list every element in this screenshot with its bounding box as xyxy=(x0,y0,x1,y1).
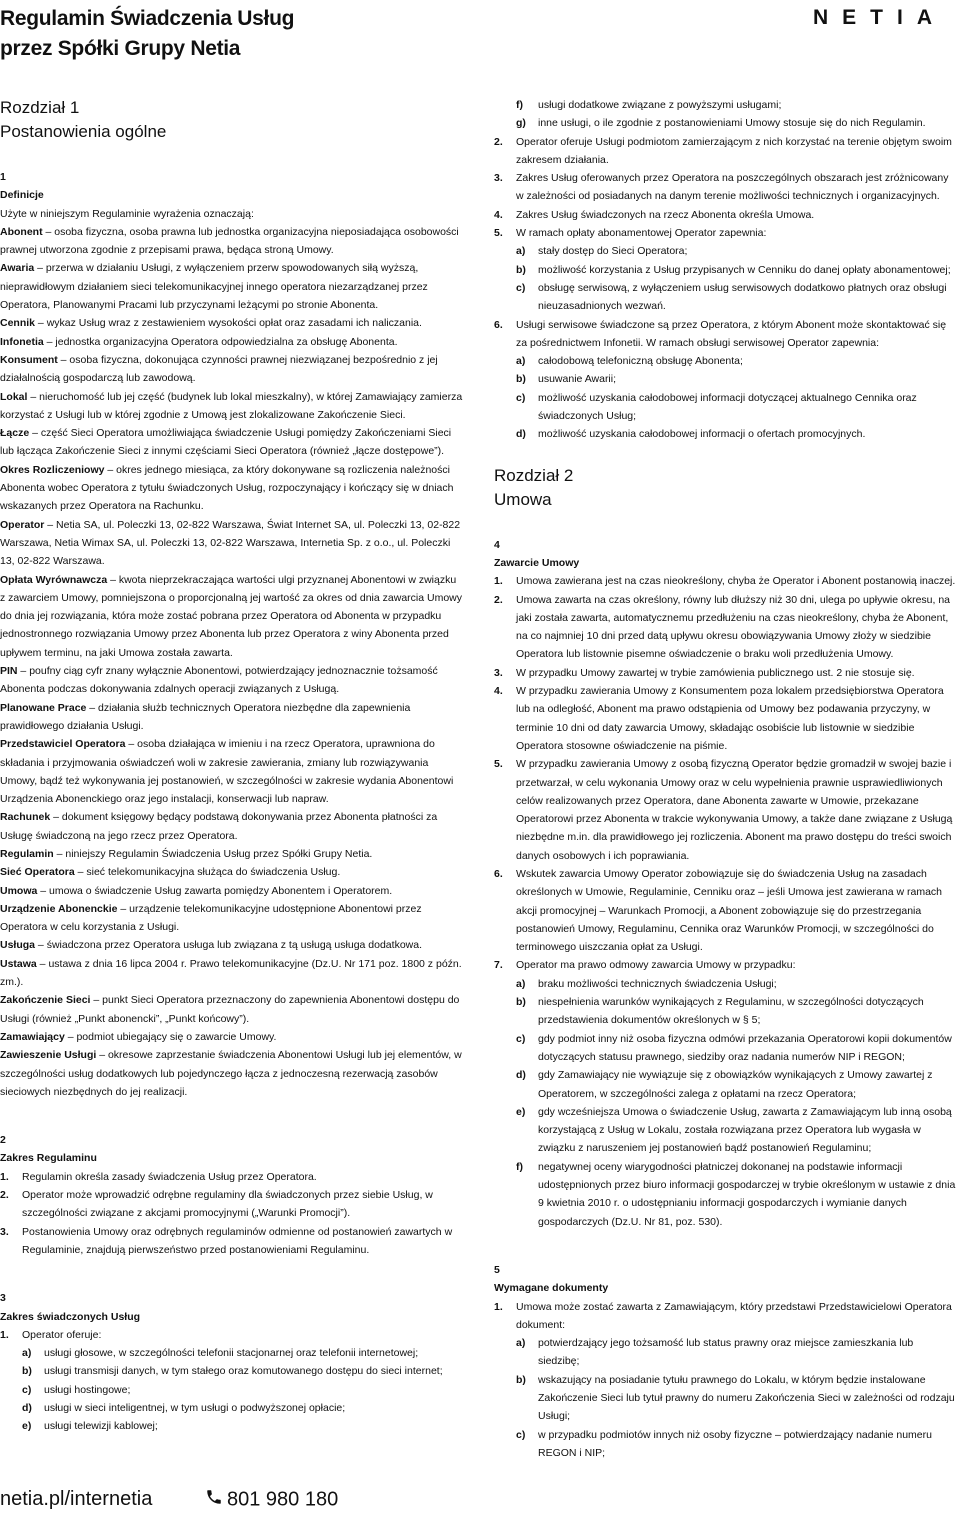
definition-item xyxy=(0,863,464,881)
definition-item xyxy=(0,662,464,699)
sub-item-letter: f) xyxy=(516,99,523,111)
sub-item-letter: c) xyxy=(516,391,526,404)
sub-list-item xyxy=(516,1426,956,1463)
item-text: Operator może wprowadzić odrębne regulaminy dla świadczonych przez siebie Usług, w szczególności związane z akcjami promocyjnymi („Warunki Promocji”). xyxy=(22,1189,433,1220)
definition-item xyxy=(0,516,464,571)
sub-list xyxy=(516,1334,956,1462)
sub-list xyxy=(516,96,956,133)
sub-item-letter: a) xyxy=(22,1347,32,1360)
numbered-list xyxy=(494,572,956,956)
chapter-label: Rozdział 1 xyxy=(0,98,80,117)
list-item xyxy=(0,1326,464,1344)
definition-item xyxy=(0,936,464,954)
item-number: 1. xyxy=(0,1328,9,1341)
item-text: W przypadku zawierania Umowy z Konsumentem poza lokalem przedsiębiorstwa Operatora lub na odległość, Abonent ma prawo odstąpienia od Umowy bez podawania przyczyny, w terminie 10 dni od daty zawarcia Umowy, składając osobiście lub listownie w siedzibie Operatora stosowne oświadczenie na piśmie. xyxy=(516,685,944,752)
item-text: stały dostęp do Sieci Operatora; xyxy=(538,245,688,258)
item-text: usługi w sieci inteligentnej, w tym usługi o podwyższonej opłacie; xyxy=(44,1402,346,1414)
sub-list-item xyxy=(516,1371,956,1426)
definition-item xyxy=(0,1028,464,1046)
definition-term: Infonetia xyxy=(0,335,44,348)
list-item xyxy=(494,224,956,242)
definition-term: Awaria xyxy=(0,262,35,275)
definition-text: – ustawa z dnia 16 lipca 2004 r. Prawo telekomunikacyjne (Dz.U. Nr 171 poz. 1800 z późn. zm.). xyxy=(0,957,462,989)
definition-item xyxy=(0,333,464,351)
item-text: Zakres Usług oferowanych przez Operatora na poszczególnych obszarach jest zróżnicowany w zależności od posiadanych na danym terenie możliwości technicznych i organizacyjnych. xyxy=(516,172,949,203)
item-number: 1. xyxy=(0,1170,9,1183)
chapter-label: Rozdział 2 xyxy=(494,465,574,485)
definition-text: – okres jednego miesiąca, za który dokonywane są rozliczenia należności Abonenta wobec Operatora z tytułu świadczonych Usług, rozpoczynający i kończący się w dniach wskazanych przez Operatora na Rachunku. xyxy=(0,463,454,513)
item-number: 1. xyxy=(494,575,503,588)
sub-list-item xyxy=(516,352,956,370)
item-number: 1. xyxy=(494,1300,503,1313)
item-text: usuwanie Awarii; xyxy=(538,373,617,386)
item-text: usługi hostingowe; xyxy=(44,1383,131,1396)
list-item xyxy=(494,316,956,353)
definition-item xyxy=(0,900,464,937)
sub-list xyxy=(22,1344,464,1435)
sub-list-item xyxy=(22,1417,464,1435)
list-item xyxy=(0,1168,464,1186)
definition-term: Operator xyxy=(0,518,45,531)
item-text: potwierdzający jego tożsamość lub status prawny oraz miejsce zamieszkania lub siedzibę; xyxy=(538,1337,914,1368)
definition-text: – osoba fizyczna, osoba prawna lub jednostka organizacyjna nieposiadająca osobowości prawnej utworzona zgodnie z przepisami prawa, będąca stroną Umowy. xyxy=(0,225,459,257)
list-item xyxy=(494,664,956,682)
phone-number: 801 980 180 xyxy=(227,1488,339,1511)
item-text: W ramach opłaty abonamentowej Operator zapewnia: xyxy=(516,227,767,240)
definition-text: – dokument księgowy będący podstawą dokonywania przez Abonenta płatności za Usługę świadczoną na jego rzecz przez Operatora. xyxy=(0,811,438,842)
sub-list xyxy=(516,975,956,1231)
sub-list-item xyxy=(516,1158,956,1231)
item-text: usługi dodatkowe związane z powyższymi usługami; xyxy=(538,99,782,111)
title-line-1: Regulamin Świadczenia Usług xyxy=(0,7,295,30)
definition-text: – kwota nieprzekraczająca wartości ulgi przyznanej Abonentowi w związku z zawarciem Umowy, pomniejszona o proporcjonalną jej wartość za okres od dnia zawarcia Umowy do dnia jej rozwiązania, która może zostać pobrana przez Operatora od Abonenta w przypadku jednostronnego rozwiązania Umowy przez Abonenta lub przez Operatora z winy Abonenta przed upływem terminu, na jaki Umowa została zawarta. xyxy=(0,573,462,659)
item-number: 3. xyxy=(0,1225,9,1238)
definition-item xyxy=(0,955,464,992)
definition-text: – okresowe zaprzestanie świadczenia Abonentowi Usługi lub jej elementów, w szczególności usług dodatkowych lub pojedynczego łącza z jednoczesną rezerwacją zasobów sieciowych niezbędnych do jej realizacji. xyxy=(0,1049,462,1098)
sub-item-letter: b) xyxy=(516,373,526,386)
item-text: gdy Zamawiający nie wywiązuje się z obowiązków wynikających z Umowy zawartej z Operatorem, w szczególności zalega z opłatami na rzecz Operatora; xyxy=(538,1069,933,1100)
list-item xyxy=(494,755,956,865)
sub-item-letter: b) xyxy=(516,263,526,276)
footer xyxy=(0,1488,960,1514)
definition-term: Usługa xyxy=(0,939,36,952)
sub-item-letter: a) xyxy=(516,1337,526,1350)
netia-logo: NETIA xyxy=(813,6,946,29)
item-text: Wskutek zawarcia Umowy Operator zobowiązuje się do świadczenia Usług na zasadach określonych w Umowie, Regulaminie, Cenniku oraz – jeśli Umowa jest zawierana w ramach akcji promocyjnej – Warunkach Promocji, a Abonent zobowiązuje się do przestrzegania postanowień Umowy, Regulaminu, Cennika oraz Warunków Promocji, w szczególności do terminowego uiszczania opłat za Usługi. xyxy=(516,867,943,954)
definition-term: Regulamin xyxy=(0,847,54,860)
definition-term: Cennik xyxy=(0,317,36,330)
sub-list-item xyxy=(22,1362,464,1380)
definition-text: – Netia SA, ul. Poleczki 13, 02-822 Warszawa, Świat Internet SA, ul. Poleczki 13, 02-822 Warszawa, Netia Wimax SA, ul. Poleczki 13, 02-822 Warszawa, Internetia Sp. z o.o., ul. Poleczki 13, 02-822 Warszawa. xyxy=(0,518,461,568)
section-title: Zawarcie Umowy xyxy=(494,556,580,569)
item-number: 2. xyxy=(0,1189,9,1202)
item-text: usługi transmisji danych, w tym stałego oraz komutowanego dostępu do sieci internet; xyxy=(44,1365,443,1378)
definition-term: Okres Rozliczeniowy xyxy=(0,463,105,476)
sub-item-letter: b) xyxy=(516,996,526,1009)
item-number: 3. xyxy=(494,172,503,185)
sub-item-letter: c) xyxy=(516,1032,526,1045)
definition-text: – niniejszy Regulamin Świadczenia Usług przez Spółki Grupy Netia. xyxy=(53,847,373,860)
sub-item-letter: a) xyxy=(516,977,526,990)
sub-list-item xyxy=(516,1103,956,1158)
definition-term: Łącze xyxy=(0,427,30,440)
definition-item xyxy=(0,882,464,900)
definition-text: – świadczona przez Operatora usługa lub związana z tą usługą usługa dodatkowa. xyxy=(35,939,422,952)
list-item xyxy=(494,1298,956,1335)
list-item xyxy=(494,591,956,664)
sub-item-letter: d) xyxy=(516,1069,526,1082)
definition-text: – wykaz Usług wraz z zestawieniem wysokości opłat oraz zasadami ich naliczania. xyxy=(35,317,422,330)
item-number: 2. xyxy=(494,135,503,148)
item-text: usługi głosowe, w szczególności telefonii stacjonarnej oraz telefonii internetowej; xyxy=(44,1347,419,1360)
item-text: możliwość korzystania z Usług przypisanych w Cenniku do danej opłaty abonamentowej; xyxy=(538,263,951,276)
section-intro: Użyte w niniejszym Regulaminie wyrażenia oznaczają: xyxy=(0,207,254,220)
list-item xyxy=(494,682,956,755)
definition-term: Ustawa xyxy=(0,957,37,970)
definition-text: – przerwa w działaniu Usługi, z wyłączeniem przerw spowodowanych siłą wyższą, nieprawidłowym działaniem sieci telekomunikacyjnej innego operatora niezarządzanej przez Operatora, Planowanymi Pracami lub przyczynami leżącymi po stronie Abonenta. xyxy=(0,262,428,312)
item-text: Operator ma prawo odmowy zawarcia Umowy w przypadku: xyxy=(516,959,796,972)
item-number: 4. xyxy=(494,685,503,698)
sub-item-letter: e) xyxy=(516,1105,526,1118)
item-number: 5. xyxy=(494,227,503,240)
definition-item xyxy=(0,314,464,332)
title-line-2: przez Spółki Grupy Netia xyxy=(0,37,241,60)
sub-list-item xyxy=(516,1334,956,1371)
item-text: Zakres Usług świadczonych na rzecz Abonenta określa Umowa. xyxy=(516,208,815,221)
item-number: 6. xyxy=(494,867,503,880)
item-text: całodobową telefoniczną obsługę Abonenta; xyxy=(538,355,743,368)
item-number: 5. xyxy=(494,758,503,771)
list-item xyxy=(494,572,956,590)
list-item xyxy=(494,956,956,974)
sub-item-letter: e) xyxy=(22,1420,32,1433)
section-number: 3 xyxy=(0,1292,6,1305)
definition-item xyxy=(0,845,464,863)
item-text: Usługi serwisowe świadczone są przez Operatora, z którym Abonent może skontaktować się za pośrednictwem Infonetii. W ramach obsługi serwisowej Operator zapewnia: xyxy=(516,318,947,349)
definition-term: Umowa xyxy=(0,884,38,897)
item-text: braku możliwości technicznych świadczenia Usługi; xyxy=(538,977,777,990)
document-title xyxy=(0,4,294,64)
sub-item-letter: a) xyxy=(516,355,526,368)
definition-item xyxy=(0,699,464,736)
definition-term: Zawieszenie Usługi xyxy=(0,1049,97,1062)
numbered-list xyxy=(0,1168,464,1259)
sub-list-item xyxy=(516,425,956,443)
section-title: Zakres Regulaminu xyxy=(0,1152,97,1165)
sub-list-item xyxy=(516,279,956,316)
item-text: Regulamin określa zasady świadczenia Usług przez Operatora. xyxy=(22,1170,317,1183)
item-text: inne usługi, o ile zgodnie z postanowieniami Umowy stosuje się do nich Regulamin. xyxy=(538,117,926,130)
definition-text: – osoba fizyczna, dokonująca czynności prawnej niezwiązanej bezpośrednio z jej działalnością gospodarczą lub zawodową. xyxy=(0,353,438,385)
definition-text: – część Sieci Operatora umożliwiająca świadczenie Usługi pomiędzy Zakończeniami Sieci lub łącząca Zakończenie Sieci z innymi częściami Sieci Operatora (również „łącze dostępowe”). xyxy=(0,427,452,458)
list-item xyxy=(0,1186,464,1223)
sub-list-item xyxy=(22,1381,464,1399)
item-number: 6. xyxy=(494,318,503,331)
item-text: możliwość uzyskania całodobowej informacji dotyczącej aktualnego Cennika oraz świadczonych Usług; xyxy=(538,391,917,423)
item-text: Operator oferuje: xyxy=(22,1328,102,1341)
section-number: 5 xyxy=(494,1263,500,1276)
item-number: 3. xyxy=(494,666,503,679)
list-item xyxy=(494,206,956,224)
item-text: Umowa może zostać zawarta z Zamawiającym, który przedstawi Przedstawicielowi Operatora dokument: xyxy=(516,1300,952,1331)
sub-list-item xyxy=(516,242,956,260)
definition-item xyxy=(0,388,464,425)
definition-text: – poufny ciąg cyfr znany wyłącznie Abonentowi, potwierdzający jednoznacznie tożsamość Abonenta podczas dokonywania zdalnych operacji związanych z Usługą. xyxy=(0,665,438,696)
item-text: Umowa zawierana jest na czas nieokreślony, chyba że Operator i Abonent postanowią inaczej. xyxy=(516,575,956,588)
sub-list-item xyxy=(516,975,956,993)
item-number: 2. xyxy=(494,593,503,606)
item-text: w przypadku podmiotów innych niż osoby fizyczne – potwierdzający nadanie numeru REGON i NIP; xyxy=(538,1428,932,1459)
definition-term: Konsument xyxy=(0,353,58,366)
numbered-list xyxy=(494,133,956,224)
definition-item xyxy=(0,1046,464,1101)
definition-item xyxy=(0,351,464,388)
left-column xyxy=(0,96,464,1436)
sub-list xyxy=(516,242,956,315)
section-number: 2 xyxy=(0,1134,6,1147)
sub-list-item xyxy=(22,1399,464,1417)
section-number: 4 xyxy=(494,538,500,551)
sub-list-item xyxy=(516,389,956,426)
definition-term: Lokal xyxy=(0,390,28,403)
chapter-title: Umowa xyxy=(494,489,552,509)
sub-list-item xyxy=(516,1030,956,1067)
item-number: 4. xyxy=(494,208,503,221)
definition-text: – sieć telekomunikacyjna służąca do świadczenia Usług. xyxy=(74,866,341,879)
right-column xyxy=(494,96,956,1462)
definition-term: Zamawiający xyxy=(0,1030,65,1043)
list-item xyxy=(494,169,956,206)
definition-item xyxy=(0,735,464,808)
definition-term: Urządzenie Abonenckie xyxy=(0,902,118,915)
definition-text: – urządzenie telekomunikacyjne udostępnione Abonentowi przez Operatora w celu korzystania z Usługi. xyxy=(0,902,422,934)
definitions-list xyxy=(0,223,464,1101)
item-text: Operator oferuje Usługi podmiotom zamierzającym z nich korzystać na terenie objętym swoim zakresem działania. xyxy=(516,135,952,166)
definition-item xyxy=(0,571,464,662)
definition-term: PIN xyxy=(0,665,18,678)
definition-text: – podmiot ubiegający się o zawarcie Umowy. xyxy=(64,1030,277,1043)
definition-term: Zakończenie Sieci xyxy=(0,994,91,1007)
item-number: 7. xyxy=(494,959,503,972)
sub-item-letter: b) xyxy=(516,1373,526,1386)
sub-list-item xyxy=(516,1066,956,1103)
sub-list-item xyxy=(516,261,956,279)
phone-icon xyxy=(205,1488,223,1512)
section-title: Definicje xyxy=(0,189,44,202)
sub-item-letter: g) xyxy=(516,117,526,130)
definition-item xyxy=(0,223,464,260)
sub-item-letter: c) xyxy=(516,281,526,294)
definition-text: – osoba działająca w imieniu i na rzecz Operatora, uprawniona do składania i przyjmowania oświadczeń woli w zakresie zawierania, zmiany lub rozwiązywania Umowy, bądź też wykonywania jej postanowień, w szczególności w zakresie wydania Abonentowi Urządzenia Abonenckiego oraz jego instalacji, konserwacji lub napraw. xyxy=(0,738,454,806)
definition-term: Rachunek xyxy=(0,811,51,824)
definition-text: – umowa o świadczenie Usług zawarta pomiędzy Abonentem i Operatorem. xyxy=(37,884,393,897)
website-link[interactable]: netia.pl/internetia xyxy=(0,1488,153,1510)
sub-item-letter: d) xyxy=(516,428,526,441)
list-item xyxy=(0,1223,464,1260)
item-text: negatywnej oceny wiarygodności płatniczej dokonanej na podstawie informacji udostępnionych przez biuro informacji gospodarczej w trybie określonym w ustawie z dnia 9 kwietnia 2010 r. o udostępnianiu informacji gospodarczych i wymianie danych gospodarczych (Dz.U. Nr 81, poz. 530). xyxy=(538,1160,956,1228)
sub-item-letter: f) xyxy=(516,1160,523,1173)
section-title: Wymagane dokumenty xyxy=(494,1282,609,1295)
sub-item-letter: c) xyxy=(22,1383,32,1396)
chapter-title: Postanowienia ogólne xyxy=(0,122,167,141)
sub-item-letter: d) xyxy=(22,1402,32,1414)
definition-item xyxy=(0,991,464,1028)
item-text: gdy wcześniejsza Umowa o świadczenie Usług, zawarta z Zamawiającym lub inną osobą korzystającą z Usług w Lokalu, została rozwiązana przez Operatora lub wygasła w związku z naruszeniem jej postanowień bądź postanowień Regulaminu; xyxy=(538,1105,952,1155)
item-text: W przypadku Umowy zawartej w trybie zamówienia publicznego ust. 2 nie stosuje się. xyxy=(516,666,915,679)
definition-item xyxy=(0,259,464,314)
item-text: Umowa zawarta na czas określony, równy lub dłuższy niż 30 dni, ulega po upływie okresu, na jaki została zawarta, automatycznemu przedłużeniu na czas nieokreślony, chyba że Abonent, na co najmniej 10 dni przed datą upływu okresu obowiązywania Umowy złoży w siedzibie Operatora lub listownie pisemne oświadczenie o braku woli przedłużenia Umowy. xyxy=(516,593,951,661)
sub-list-item xyxy=(516,993,956,1030)
phone-contact xyxy=(205,1488,338,1512)
item-text: niespełnienia warunków wynikających z Regulaminu, w szczególności dotyczących przedstawienia dokumentów określonych w § 5; xyxy=(538,996,924,1027)
definition-item xyxy=(0,424,464,461)
definition-text: – punkt Sieci Operatora przeznaczony do zapewnienia Abonentowi dostępu do Usługi (również „Punkt abonencki”, „Punkt końcowy”). xyxy=(0,994,460,1025)
header xyxy=(0,0,960,70)
definition-term: Opłata Wyrównawcza xyxy=(0,573,108,586)
sub-list xyxy=(516,352,956,443)
definition-term: Abonent xyxy=(0,225,43,238)
definition-term: Przedstawiciel Operatora xyxy=(0,738,126,751)
sub-list-item xyxy=(516,114,956,132)
item-text: W przypadku zawierania Umowy z osobą fizyczną Operator będzie gromadził w swojej bazie i przetwarzał, w celu wykonania Umowy oraz w celu wypełnienia prawnie usprawiedliwionych celów realizowanych przez Operatora, dane Abonenta zawarte w Umowie, przekazane Operatorowi przez Abonenta w trakcie wykonywania Umowy, a także dane związane z Usługą niezbędne m.in. dla prawidłowego jej rozliczenia. Abonent ma prawo dostępu do treści swoich danych osobowych i ich poprawiania. xyxy=(516,758,953,862)
definition-item xyxy=(0,808,464,845)
definition-text: – nieruchomość lub jej część (budynek lub lokal mieszkalny), w której Zamawiający zamierza korzystać z Usługi lub w której zgodnie z Umową jest zlokalizowane Zakończenie Sieci. xyxy=(0,390,463,421)
list-item xyxy=(494,133,956,170)
item-text: obsługę serwisową, z wyłączeniem usług serwisowych dodatkowo płatnych oraz obsługi nieuzasadnionych wezwań. xyxy=(538,281,947,313)
item-text: możliwość uzyskania całodobowej informacji o ofertach promocyjnych. xyxy=(538,428,866,441)
sub-list-item xyxy=(516,96,956,114)
item-text: Postanowienia Umowy oraz odrębnych regulaminów odmienne od postanowień zawartych w Regulaminie, znajdują pierwszeństwo przed postanowieniami Regulaminu. xyxy=(22,1225,453,1256)
item-text: usługi telewizji kablowej; xyxy=(44,1420,158,1433)
definition-term: Sieć Operatora xyxy=(0,866,75,879)
item-text: gdy podmiot inny niż osoba fizyczna odmówi przekazania Operatorowi kopii dokumentów dotyczących statusu prawnego, siedziby oraz nadania numerów NIP i REGON; xyxy=(538,1032,952,1063)
list-item xyxy=(494,865,956,956)
definition-term: Planowane Prace xyxy=(0,701,87,714)
sub-item-letter: a) xyxy=(516,245,526,258)
sub-list-item xyxy=(516,370,956,388)
definition-item xyxy=(0,461,464,516)
section-title: Zakres świadczonych Usług xyxy=(0,1310,141,1323)
sub-item-letter: b) xyxy=(22,1365,32,1378)
section-number: 1 xyxy=(0,171,6,183)
definition-text: – działania służb technicznych Operatora niezbędne dla zapewnienia prawidłowego działania Usługi. xyxy=(0,701,411,732)
sub-list-item xyxy=(22,1344,464,1362)
sub-item-letter: c) xyxy=(516,1428,526,1441)
definition-text: – jednostka organizacyjna Operatora odpowiedzialna za obsługę Abonenta. xyxy=(43,335,398,348)
item-text: wskazujący na posiadanie tytułu prawnego do Lokalu, w którym będzie instalowane Zakończenie Sieci lub tytuł prawny do numeru Zakończenia Sieci w zależności od rodzaju Usługi; xyxy=(538,1373,955,1423)
